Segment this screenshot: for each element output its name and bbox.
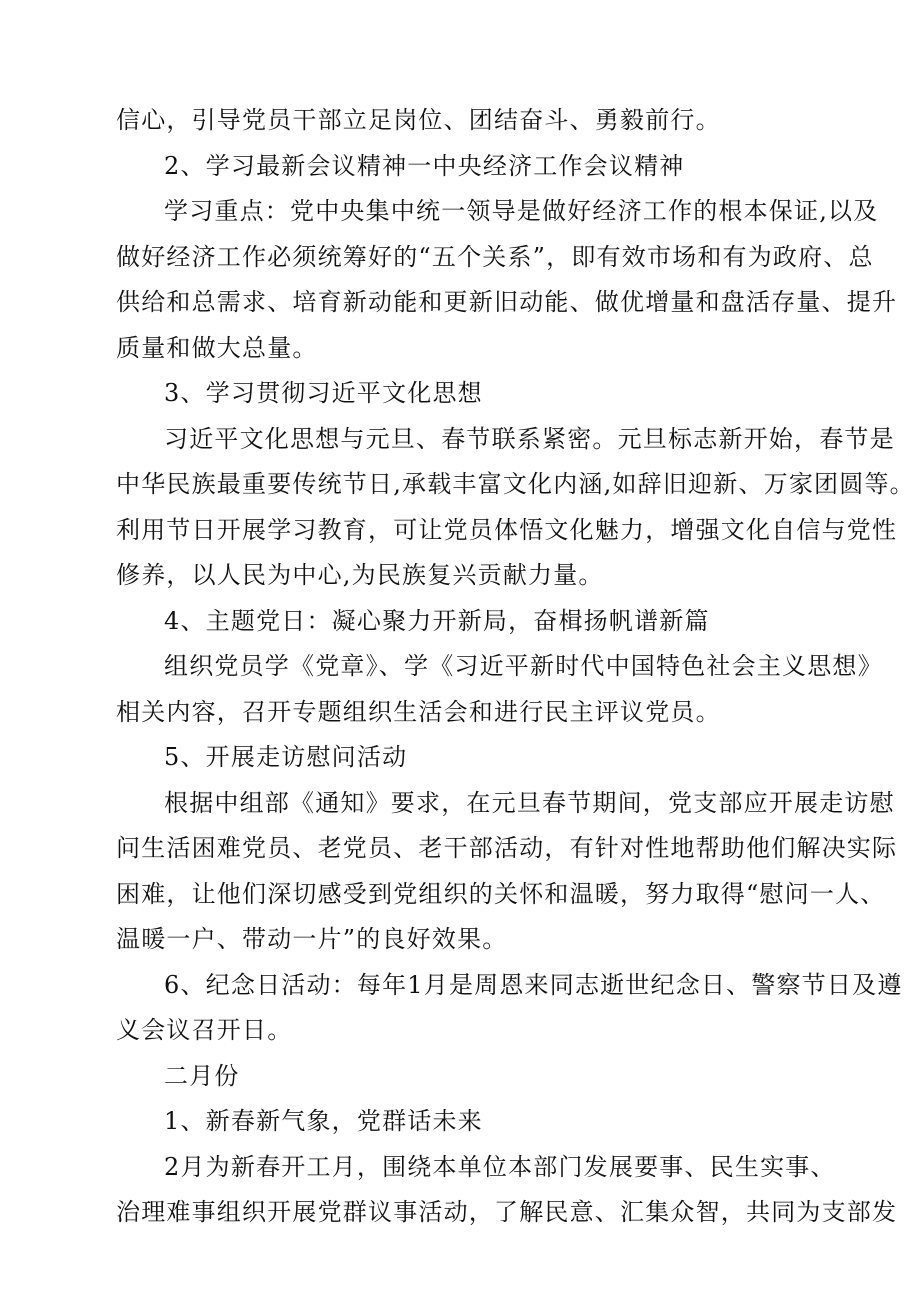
paragraph-line: 困难，让他们深切感受到党组织的关怀和温暖，努力取得“慰问一人、 [116, 879, 886, 908]
paragraph-line: 根据中组部《通知》要求，在元旦春节期间，党支部应开展走访慰 [164, 788, 895, 817]
section-heading: 1、新春新气象，党群话未来 [164, 1107, 483, 1135]
paragraph-line: 相关内容，召开专题组织生活会和进行民主评议党员。 [116, 697, 721, 726]
paragraph-line: 习近平文化思想与元旦、春节联系紧密。元旦标志新开始，春节是 [164, 424, 895, 453]
paragraph-line: 做好经济工作必须统筹好的“五个关系”，即有效市场和有为政府、总 [116, 242, 874, 271]
paragraph-line: 质量和做大总量。 [116, 333, 318, 362]
month-heading: 二月份 [164, 1061, 240, 1090]
paragraph-line: 学习重点：党中央集中统一领导是做好经济工作的根本保证,以及 [164, 197, 879, 225]
section-heading: 2、学习最新会议精神一中央经济工作会议精神 [164, 151, 685, 180]
section-heading: 5、开展走访慰问活动 [164, 743, 408, 771]
paragraph-line: 供给和总需求、培育新动能和更新旧动能、做优增量和盘活存量、提升 [116, 288, 898, 316]
paragraph-line: 义会议召开日。 [116, 1016, 293, 1044]
paragraph-line: 利用节日开展学习教育，可让党员体悟文化魅力，增强文化自信与党性 [116, 515, 898, 544]
paragraph-line: 信心，引导党员干部立足岗位、团结奋斗、勇毅前行。 [116, 106, 721, 134]
section-heading: 4、主题党日：凝心聚力开新局，奋楫扬帆谱新篇 [164, 606, 710, 635]
paragraph-line: 修养，以人民为中心,为民族复兴贡献力量。 [116, 561, 604, 589]
paragraph-line: 问生活困难党员、老党员、老干部活动，有针对性地帮助他们解决实际 [116, 834, 898, 862]
paragraph-line: 温暖一户、带动一片”的良好效果。 [116, 925, 508, 953]
paragraph-line: 中华民族最重要传统节日,承载丰富文化内涵,如辞旧迎新、万家团圆等。 [116, 470, 915, 498]
paragraph-line: 组织党员学《党章》、学《习近平新时代中国特色社会主义思想》 [164, 652, 883, 680]
section-heading: 3、学习贯彻习近平文化思想 [164, 379, 483, 407]
paragraph-line: 2月为新春开工月，围绕本单位本部门发展要事、民生实事、 [164, 1152, 836, 1181]
document-body [116, 98, 915, 1236]
section-heading: 6、纪念日活动：每年1月是周恩来同志逝世纪念日、警察节日及遵 [164, 970, 903, 999]
paragraph-line: 治理难事组织开展党群议事活动，了解民意、汇集众智，共同为支部发 [116, 1198, 898, 1226]
